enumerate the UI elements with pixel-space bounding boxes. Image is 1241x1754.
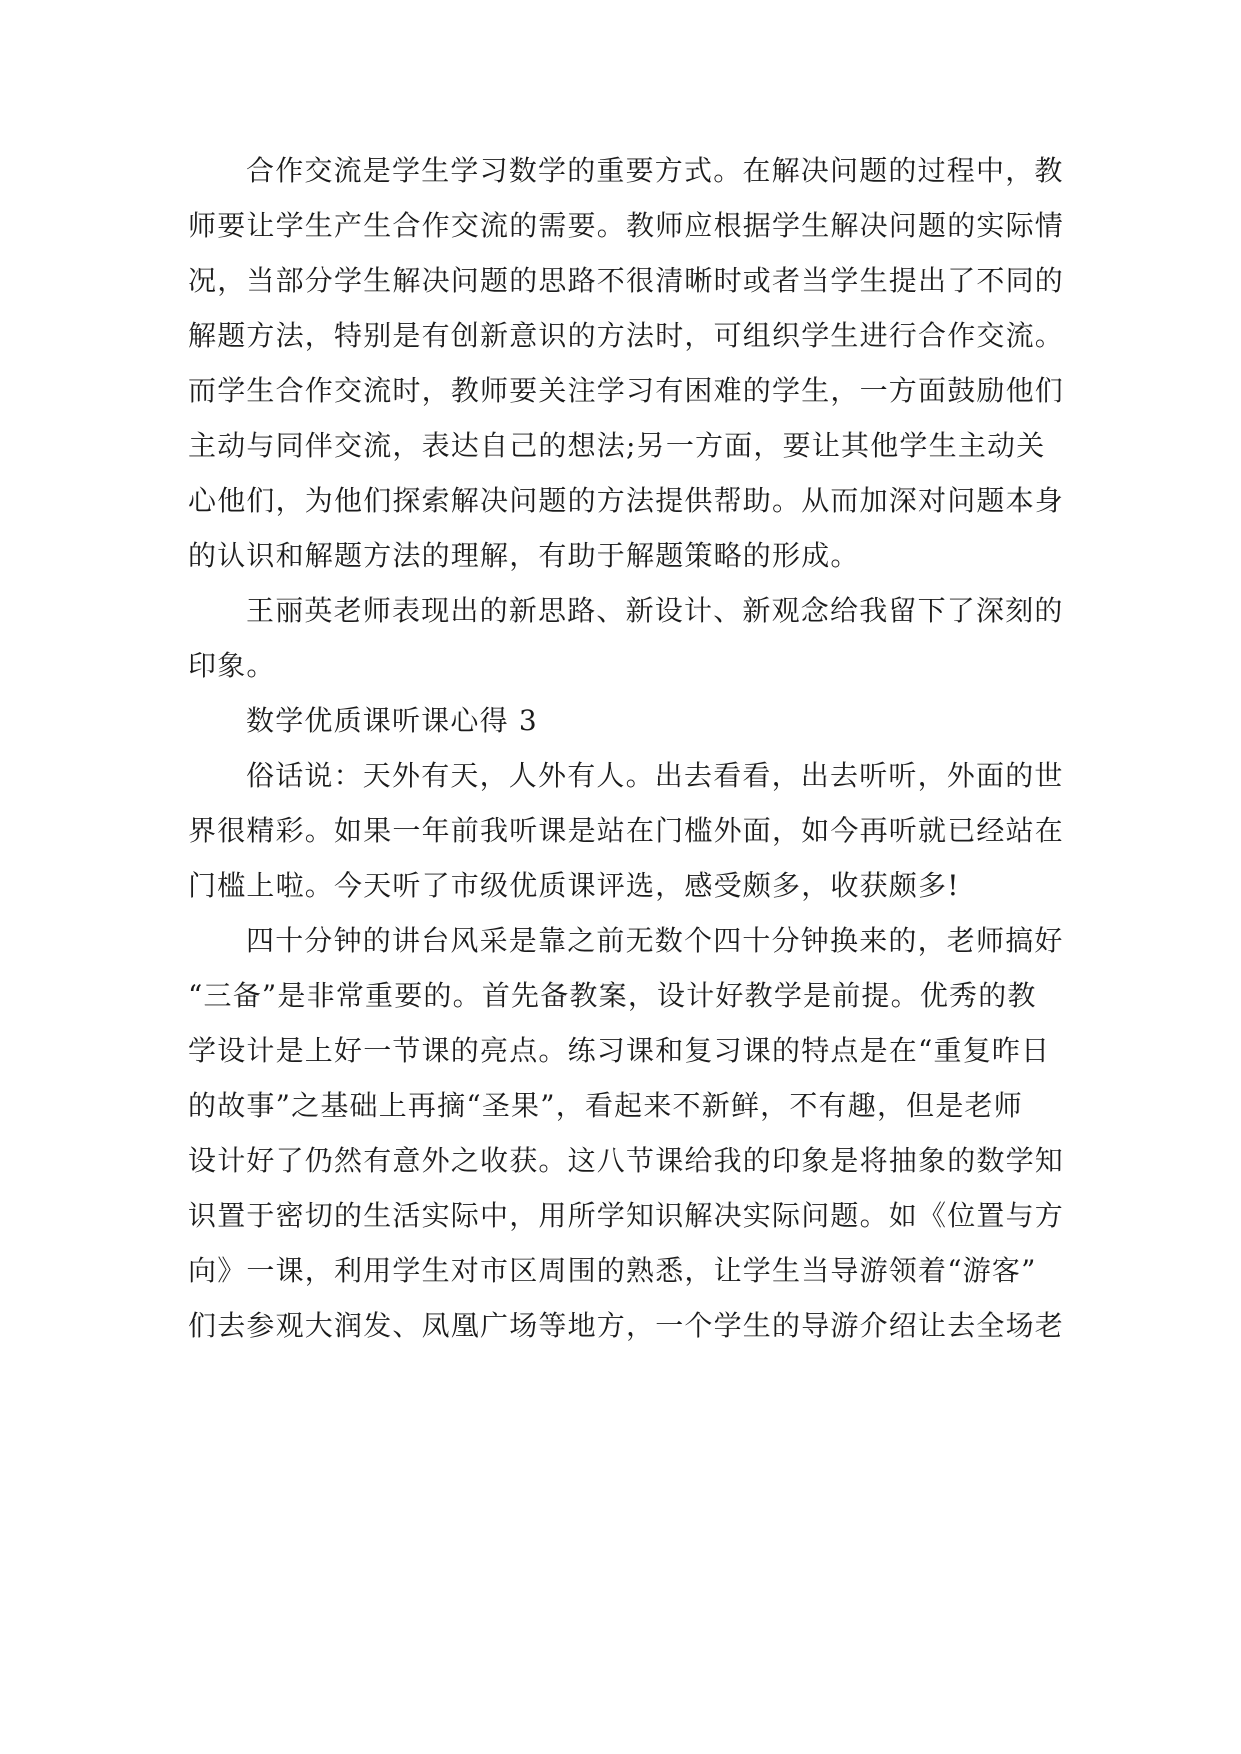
paragraph-3-line-1: 俗话说：天外有天，人外有人。出去看看，出去听听，外面的世 bbox=[246, 759, 1064, 792]
paragraph-4-line-2: “三备”是非常重要的。首先备教案，设计好教学是前提。优秀的教 bbox=[188, 979, 1037, 1012]
paragraph-1-line-6: 主动与同伴交流，表达自己的想法;另一方面，要让其他学生主动关 bbox=[188, 429, 1046, 462]
paragraph-4-line-6: 识置于密切的生活实际中，用所学知识解决实际问题。如《位置与方 bbox=[188, 1199, 1065, 1232]
paragraph-3-line-3: 门槛上啦。今天听了市级优质课评选，感受颇多，收获颇多! bbox=[188, 869, 960, 902]
paragraph-1-line-1: 合作交流是学生学习数学的重要方式。在解决问题的过程中，教 bbox=[246, 154, 1064, 187]
paragraph-4-line-4: 的故事”之基础上再摘“圣果”，看起来不新鲜，不有趣，但是老师 bbox=[188, 1089, 1023, 1122]
paragraph-1-line-5: 而学生合作交流时，教师要关注学习有困难的学生，一方面鼓励他们 bbox=[188, 374, 1065, 407]
paragraph-1-line-4: 解题方法，特别是有创新意识的方法时，可组织学生进行合作交流。 bbox=[188, 319, 1065, 352]
paragraph-4-line-5: 设计好了仍然有意外之收获。这八节课给我的印象是将抽象的数学知 bbox=[188, 1144, 1065, 1177]
paragraph-4-line-1: 四十分钟的讲台风采是靠之前无数个四十分钟换来的，老师搞好 bbox=[246, 924, 1064, 957]
section-heading: 数学优质课听课心得 3 bbox=[246, 704, 538, 737]
paragraph-1-line-2: 师要让学生产生合作交流的需要。教师应根据学生解决问题的实际情 bbox=[188, 209, 1065, 242]
paragraph-1-line-8: 的认识和解题方法的理解，有助于解题策略的形成。 bbox=[188, 539, 860, 572]
paragraph-1-line-7: 心他们，为他们探索解决问题的方法提供帮助。从而加深对问题本身 bbox=[188, 484, 1065, 517]
paragraph-2-line-1: 王丽英老师表现出的新思路、新设计、新观念给我留下了深刻的 bbox=[246, 594, 1064, 627]
paragraph-2-line-2: 印象。 bbox=[188, 649, 276, 682]
paragraph-1-line-3: 况，当部分学生解决问题的思路不很清晰时或者当学生提出了不同的 bbox=[188, 264, 1065, 297]
paragraph-4-line-3: 学设计是上好一节课的亮点。练习课和复习课的特点是在“重复昨日 bbox=[188, 1034, 1051, 1067]
paragraph-4-line-8: 们去参观大润发、凤凰广场等地方，一个学生的导游介绍让去全场老 bbox=[188, 1309, 1065, 1342]
paragraph-3-line-2: 界很精彩。如果一年前我听课是站在门槛外面，如今再听就已经站在 bbox=[188, 814, 1065, 847]
paragraph-4-line-7: 向》一课，利用学生对市区周围的熟悉，让学生当导游领着“游客” bbox=[188, 1254, 1037, 1287]
